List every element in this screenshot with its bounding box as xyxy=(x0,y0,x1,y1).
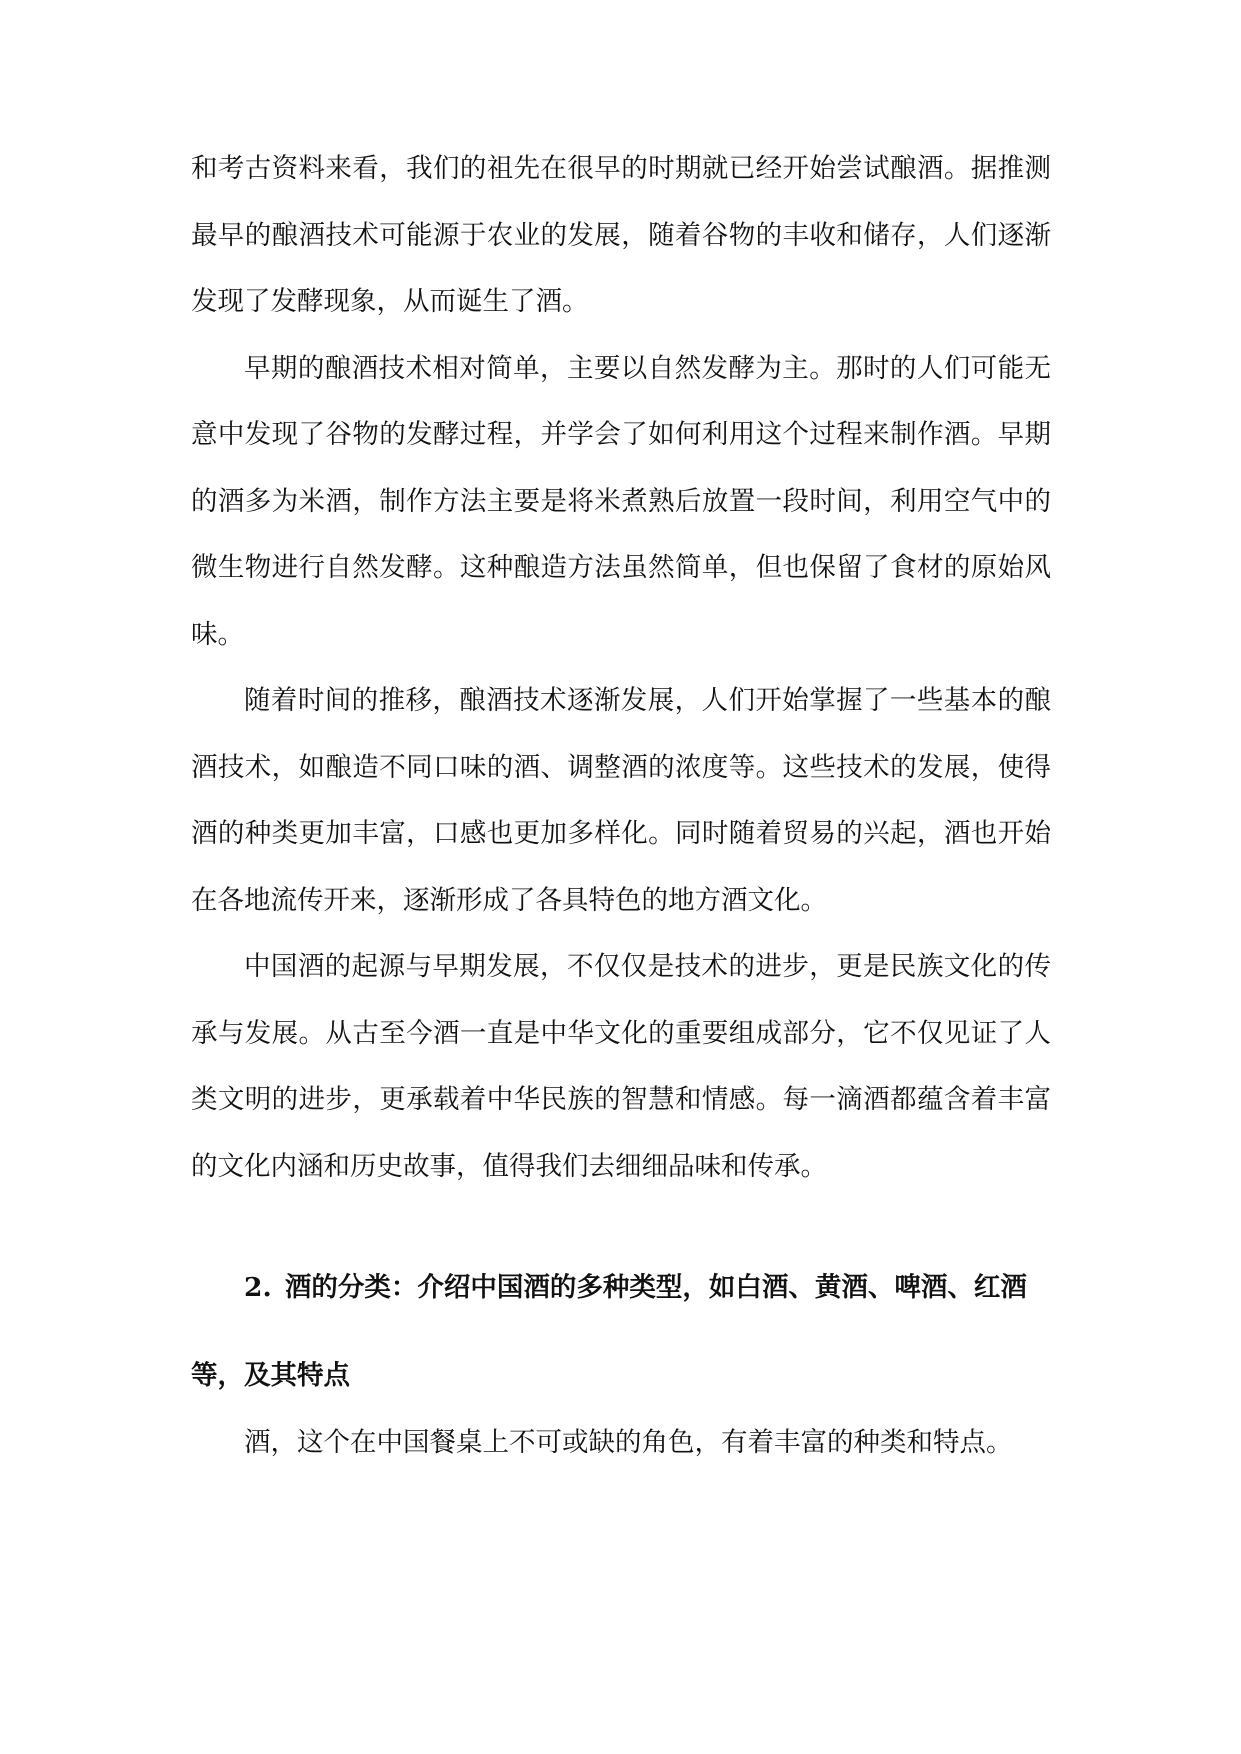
section-title: 酒的分类：介绍中国酒的多种类型，如白酒、黄酒、啤酒、红酒等，及其特点 xyxy=(191,1272,1027,1391)
section-heading xyxy=(191,1244,1051,1420)
section-number: 2. xyxy=(244,1272,272,1303)
paragraph-classification-intro: 酒，这个在中国餐桌上不可或缺的角色，有着丰富的种类和特点。 xyxy=(244,1427,1013,1458)
paragraph-origin-continued: 和考古资料来看，我们的祖先在很早的时期就已经开始尝试酿酒。据推测最早的酿酒技术可能源于农业的发展，随着谷物的丰收和储存，人们逐渐发现了发酵现象，从而诞生了酒。 xyxy=(191,153,1051,317)
paragraph-early-brewing: 早期的酿酒技术相对简单，主要以自然发酵为主。那时的人们可能无意中发现了谷物的发酵过程，并学会了如何利用这个过程来制作酒。早期的酒多为米酒，制作方法主要是将米煮熟后放置一段时间，利用空气中的微生物进行自然发酵。这种酿造方法虽然简单，但也保留了食材的原始风味。 xyxy=(191,352,1051,650)
paragraph-brewing-development: 随着时间的推移，酿酒技术逐渐发展，人们开始掌握了一些基本的酿酒技术，如酿造不同口味的酒、调整酒的浓度等。这些技术的发展，使得酒的种类更加丰富，口感也更加多样化。同时随着贸易的兴起，酒也开始在各地流传开来，逐渐形成了各具特色的地方酒文化。 xyxy=(191,685,1051,916)
paragraph-cultural-significance: 中国酒的起源与早期发展，不仅仅是技术的进步，更是民族文化的传承与发展。从古至今酒一直是中华文化的重要组成部分，它不仅见证了人类文明的进步，更承载着中华民族的智慧和情感。每一滴酒都蕴含着丰富的文化内涵和历史故事，值得我们去细细品味和传承。 xyxy=(191,951,1051,1182)
document-page xyxy=(191,136,1051,1477)
